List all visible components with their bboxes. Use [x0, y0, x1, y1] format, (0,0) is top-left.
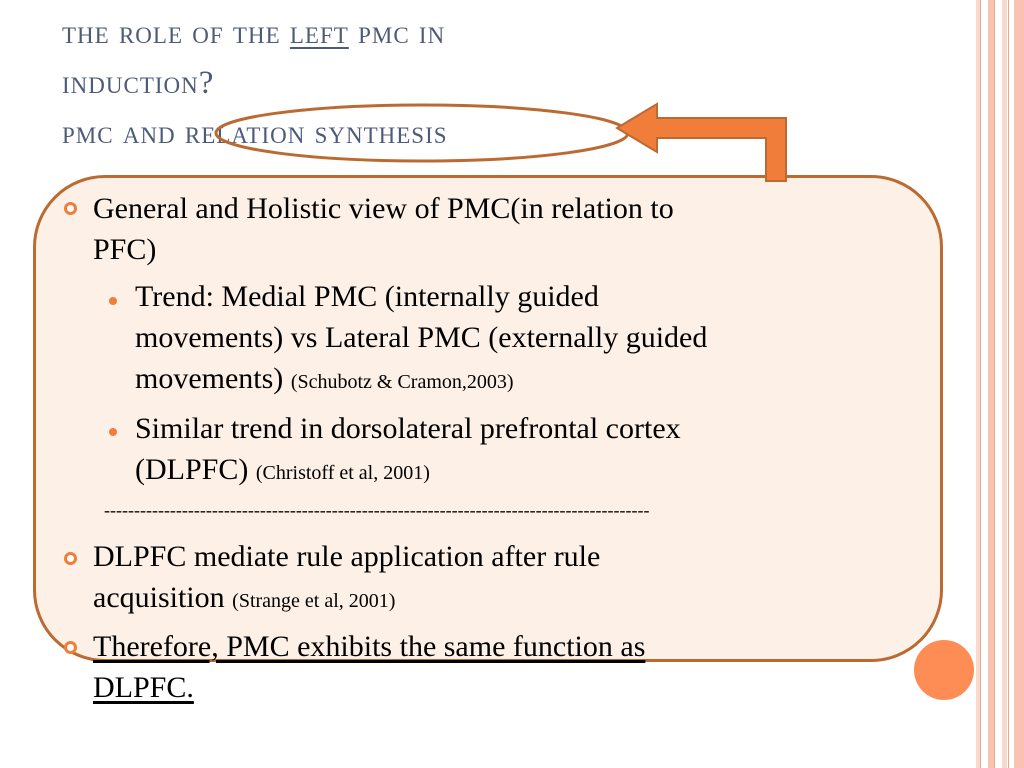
filled-dot-bullet-icon: [109, 428, 117, 436]
bullet-general-view: [93, 188, 913, 270]
citation: (Christoff et al, 2001): [255, 462, 430, 484]
citation: (Schubotz & Cramon,2003): [290, 371, 514, 393]
decor-stripe: [1002, 0, 1007, 768]
hollow-circle-bullet-icon: [64, 202, 77, 215]
bullet-text: PFC): [93, 233, 157, 266]
title-underlined-word: left: [289, 15, 349, 51]
bullet-text-part: acquisition: [93, 581, 233, 614]
title-text: pmc in: [348, 15, 446, 51]
decor-line: [1008, 0, 1009, 768]
bullet-dlpfc-mediate: [93, 536, 913, 622]
bullet-text: Therefore, PMC exhibits the same function as: [93, 630, 646, 663]
subbullet-trend: [135, 276, 935, 403]
hollow-circle-bullet-icon: [64, 641, 77, 654]
hollow-circle-bullet-icon: [64, 552, 77, 565]
bullet-therefore: [93, 626, 913, 708]
bullet-text: General and Holistic view of PMC(in relation to: [93, 192, 674, 225]
decor-circle: [914, 640, 974, 700]
title-text: the role of the: [62, 15, 290, 51]
decor-line: [980, 0, 981, 768]
slide-title: [62, 8, 762, 158]
filled-dot-bullet-icon: [109, 297, 117, 305]
subbullet-text: [135, 358, 935, 403]
bullet-text: DLPFC mediate rule application after rule: [93, 540, 601, 573]
title-line-2: induction?: [62, 65, 215, 101]
subbullet-text-part: (DLPFC): [135, 453, 256, 486]
subbullet-text: movements) vs Lateral PMC (externally guided: [135, 321, 708, 354]
dashed-divider: -------------------------------------------------------------------------------------------: [104, 500, 650, 520]
bullet-text: DLPFC.: [93, 671, 194, 704]
subbullet-dlpfc-trend: [135, 408, 935, 494]
title-line-1: [62, 8, 762, 58]
title-line-3: pmc and relation synthesis: [62, 115, 448, 151]
citation: (Strange et al, 2001): [232, 590, 396, 612]
subbullet-text: Similar trend in dorsolateral prefrontal cortex: [135, 412, 681, 445]
subbullet-text-part: movements): [135, 362, 291, 395]
subbullet-text: [135, 449, 935, 494]
decor-stripe: [1014, 0, 1024, 768]
bullet-text: [93, 577, 913, 622]
subbullet-text: Trend: Medial PMC (internally guided: [135, 280, 599, 313]
decor-line: [994, 0, 995, 768]
